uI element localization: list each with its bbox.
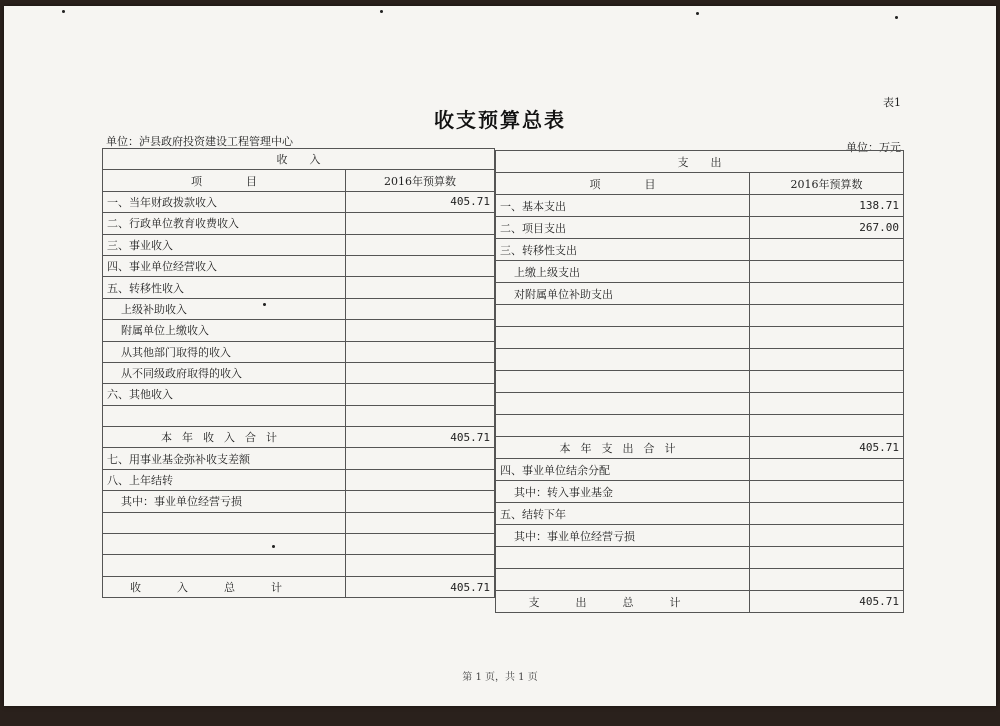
- scan-speck: [263, 303, 266, 306]
- income-value: [346, 512, 495, 533]
- expense-item: 五、结转下年: [496, 503, 750, 525]
- income-value: [346, 362, 495, 383]
- expense-value: [750, 569, 904, 591]
- expense-value: [750, 547, 904, 569]
- scan-speck: [696, 12, 699, 15]
- expense-item: [496, 415, 750, 437]
- income-row: [103, 469, 495, 490]
- income-value: [346, 320, 495, 341]
- expense-item: [496, 327, 750, 349]
- organization-label: 单位：泸县政府投资建设工程管理中心: [106, 135, 293, 148]
- income-item: [103, 534, 346, 555]
- income-item: [103, 405, 346, 426]
- table-number: 表1: [883, 96, 901, 109]
- expense-value: [750, 393, 904, 415]
- expense-row: [496, 459, 904, 481]
- expense-item: 其中：事业单位经营亏损: [496, 525, 750, 547]
- income-value: [346, 469, 495, 490]
- expense-item: [496, 393, 750, 415]
- income-row: [103, 234, 495, 255]
- expense-col-budget-header: 2016年预算数: [750, 173, 904, 195]
- income-value: [346, 534, 495, 555]
- expense-value: 267.00: [750, 217, 904, 239]
- income-total-label: 收入总计: [103, 576, 346, 597]
- expense-total-value: 405.71: [750, 591, 904, 613]
- expense-item: 二、项目支出: [496, 217, 750, 239]
- income-row: [103, 362, 495, 383]
- expense-row: [496, 217, 904, 239]
- income-col-budget-header: 2016年预算数: [346, 170, 495, 191]
- expense-row: [496, 283, 904, 305]
- expense-value: [750, 283, 904, 305]
- income-item: 三、事业收入: [103, 234, 346, 255]
- income-row: [103, 448, 495, 469]
- income-item: 五、转移性收入: [103, 277, 346, 298]
- expense-value: [750, 239, 904, 261]
- expense-value: [750, 503, 904, 525]
- income-row: [103, 491, 495, 512]
- expense-col-item-header: 项 目: [496, 173, 750, 195]
- expense-row: [496, 371, 904, 393]
- income-value: [346, 213, 495, 234]
- expense-item: 上缴上级支出: [496, 261, 750, 283]
- income-table: [102, 148, 495, 598]
- income-header: 收 入: [103, 149, 495, 170]
- income-subtotal-value: 405.71: [346, 427, 495, 448]
- expense-item: [496, 349, 750, 371]
- expense-value: [750, 305, 904, 327]
- expense-row: [496, 349, 904, 371]
- expense-value: [750, 415, 904, 437]
- expense-row: [496, 547, 904, 569]
- expense-row: [496, 261, 904, 283]
- income-row: [103, 298, 495, 319]
- expense-value: 138.71: [750, 195, 904, 217]
- income-row: [103, 384, 495, 405]
- expense-row: [496, 195, 904, 217]
- income-item: [103, 555, 346, 576]
- expense-total-label: 支出总计: [496, 591, 750, 613]
- scan-speck: [272, 545, 275, 548]
- expense-item: 四、事业单位结余分配: [496, 459, 750, 481]
- scan-speck: [895, 16, 898, 19]
- expense-row: [496, 481, 904, 503]
- income-row: [103, 555, 495, 576]
- expense-row: [496, 305, 904, 327]
- expense-item: [496, 371, 750, 393]
- expense-item: [496, 569, 750, 591]
- expense-value: [750, 525, 904, 547]
- income-value: [346, 491, 495, 512]
- income-item: 上级补助收入: [103, 298, 346, 319]
- income-item: 四、事业单位经营收入: [103, 255, 346, 276]
- expense-value: [750, 481, 904, 503]
- income-value: [346, 277, 495, 298]
- income-subtotal-label: 本年收入合计: [103, 427, 346, 448]
- income-item: 从其他部门取得的收入: [103, 341, 346, 362]
- income-row: [103, 341, 495, 362]
- income-value: [346, 255, 495, 276]
- expense-header: 支 出: [496, 151, 904, 173]
- income-row: [103, 534, 495, 555]
- expense-row: [496, 525, 904, 547]
- expense-row: [496, 393, 904, 415]
- currency-unit-label: 单位：万元: [846, 141, 901, 154]
- expense-item: 三、转移性支出: [496, 239, 750, 261]
- income-item: 其中：事业单位经营亏损: [103, 491, 346, 512]
- income-value: [346, 448, 495, 469]
- income-value: 405.71: [346, 191, 495, 212]
- income-row: [103, 405, 495, 426]
- expense-item: 对附属单位补助支出: [496, 283, 750, 305]
- scan-speck: [380, 10, 383, 13]
- income-row: [103, 255, 495, 276]
- expense-subtotal-value: 405.71: [750, 437, 904, 459]
- expense-value: [750, 371, 904, 393]
- income-item: 七、用事业基金弥补收支差额: [103, 448, 346, 469]
- income-total-value: 405.71: [346, 576, 495, 597]
- expense-value: [750, 459, 904, 481]
- expense-value: [750, 261, 904, 283]
- expense-item: [496, 547, 750, 569]
- income-value: [346, 298, 495, 319]
- income-value: [346, 384, 495, 405]
- income-row: [103, 191, 495, 212]
- income-item: [103, 512, 346, 533]
- income-item: 二、行政单位教育收费收入: [103, 213, 346, 234]
- expense-item: [496, 305, 750, 327]
- income-value: [346, 341, 495, 362]
- income-value: [346, 234, 495, 255]
- expense-subtotal-label: 本年支出合计: [496, 437, 750, 459]
- income-col-item-header: 项 目: [103, 170, 346, 191]
- income-item: 附属单位上缴收入: [103, 320, 346, 341]
- expense-item: 一、基本支出: [496, 195, 750, 217]
- income-row: [103, 277, 495, 298]
- income-item: 一、当年财政拨款收入: [103, 191, 346, 212]
- expense-row: [496, 569, 904, 591]
- income-item: 六、其他收入: [103, 384, 346, 405]
- expense-item: 其中：转入事业基金: [496, 481, 750, 503]
- expense-value: [750, 327, 904, 349]
- expense-row: [496, 415, 904, 437]
- expense-value: [750, 349, 904, 371]
- scan-speck: [62, 10, 65, 13]
- page-title: 收支预算总表: [434, 108, 566, 132]
- income-row: [103, 320, 495, 341]
- income-item: 八、上年结转: [103, 469, 346, 490]
- income-item: 从不同级政府取得的收入: [103, 362, 346, 383]
- expense-row: [496, 327, 904, 349]
- income-value: [346, 555, 495, 576]
- page-footer: 第 1 页，共 1 页: [462, 672, 538, 683]
- expense-row: [496, 503, 904, 525]
- expense-table: [495, 150, 904, 613]
- income-row: [103, 512, 495, 533]
- income-row: [103, 213, 495, 234]
- expense-row: [496, 239, 904, 261]
- income-value: [346, 405, 495, 426]
